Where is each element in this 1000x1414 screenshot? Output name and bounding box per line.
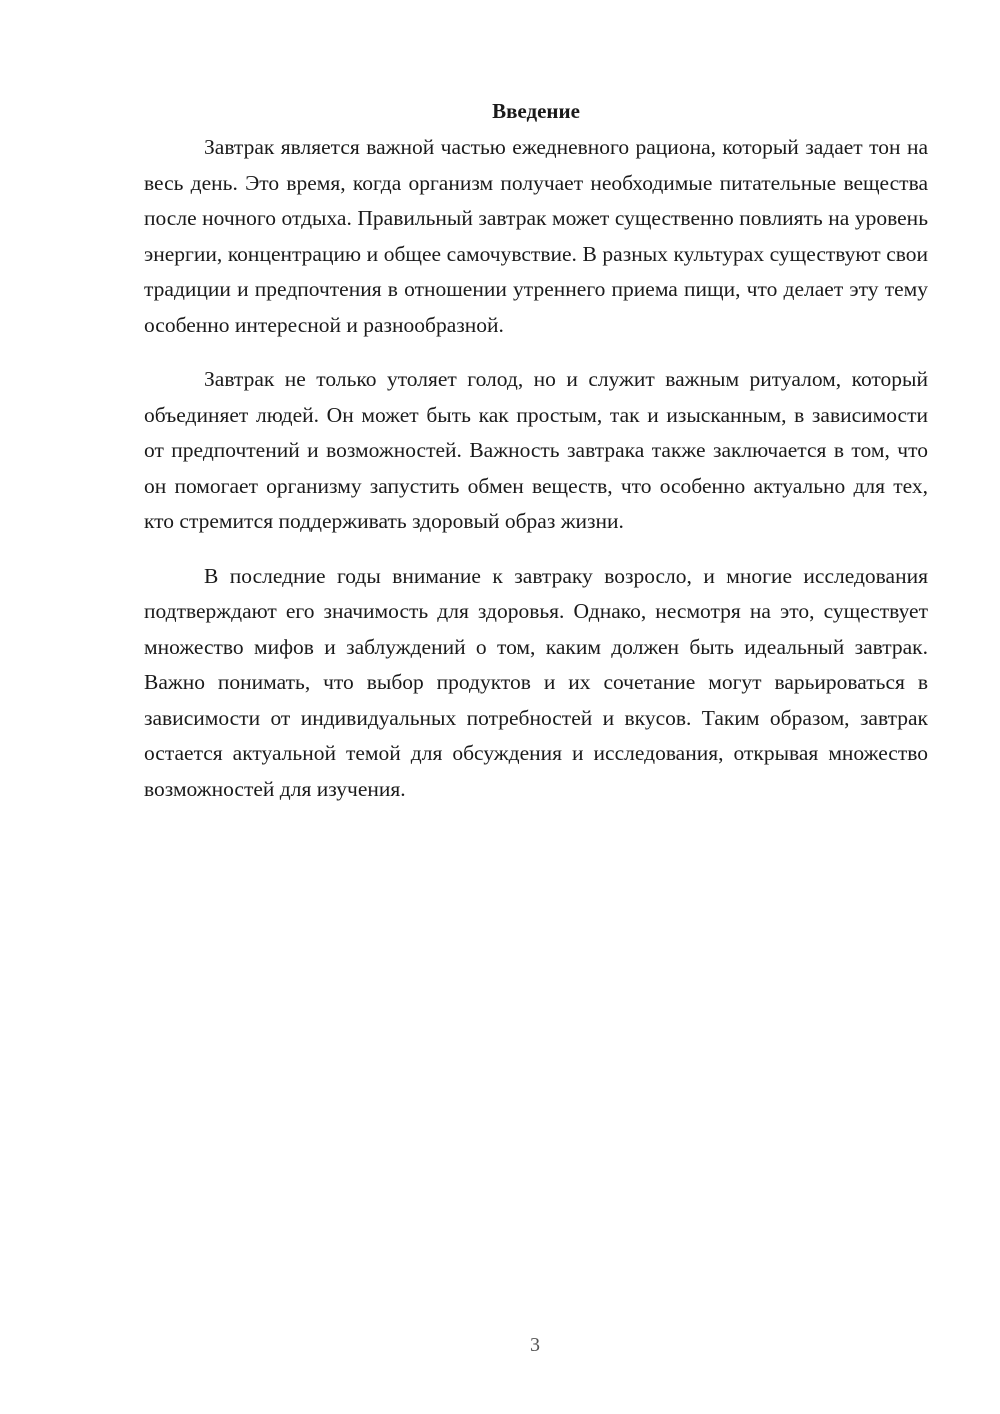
paragraph-1: Завтрак является важной частью ежедневного рациона, который задает тон на весь день. Это время, когда организм получает необходимые питательные вещества после ночного отдыха. Правильный завтрак может существенно повлиять на уровень энергии, концентрацию и общее самочувствие. В разных культурах существуют свои традиции и предпочтения в отношении утреннего приема пищи, что делает эту тему особенно интересной и разнообразной. — [144, 135, 928, 337]
section-heading: Введение — [492, 99, 580, 123]
paragraph-3: В последние годы внимание к завтраку возросло, и многие исследования подтверждают его значимость для здоровья. Однако, несмотря на это, существует множество мифов и заблуждений о том, каким должен быть идеальный завтрак. Важно понимать, что выбор продуктов и их сочетание могут варьироваться в зависимости от индивидуальных потребностей и вкусов. Таким образом, завтрак остается актуальной темой для обсуждения и исследования, открывая множество возможностей для изучения. — [144, 563, 928, 801]
paragraph-2: Завтрак не только утоляет голод, но и служит важным ритуалом, который объединяет людей. Он может быть как простым, так и изысканным, в зависимости от предпочтений и возможностей. Важность завтрака также заключается в том, что он помогает организму запустить обмен веществ, что особенно актуально для тех, кто стремится поддерживать здоровый образ жизни. — [144, 367, 928, 533]
page-number: 3 — [530, 1334, 540, 1356]
document-page — [144, 96, 928, 826]
